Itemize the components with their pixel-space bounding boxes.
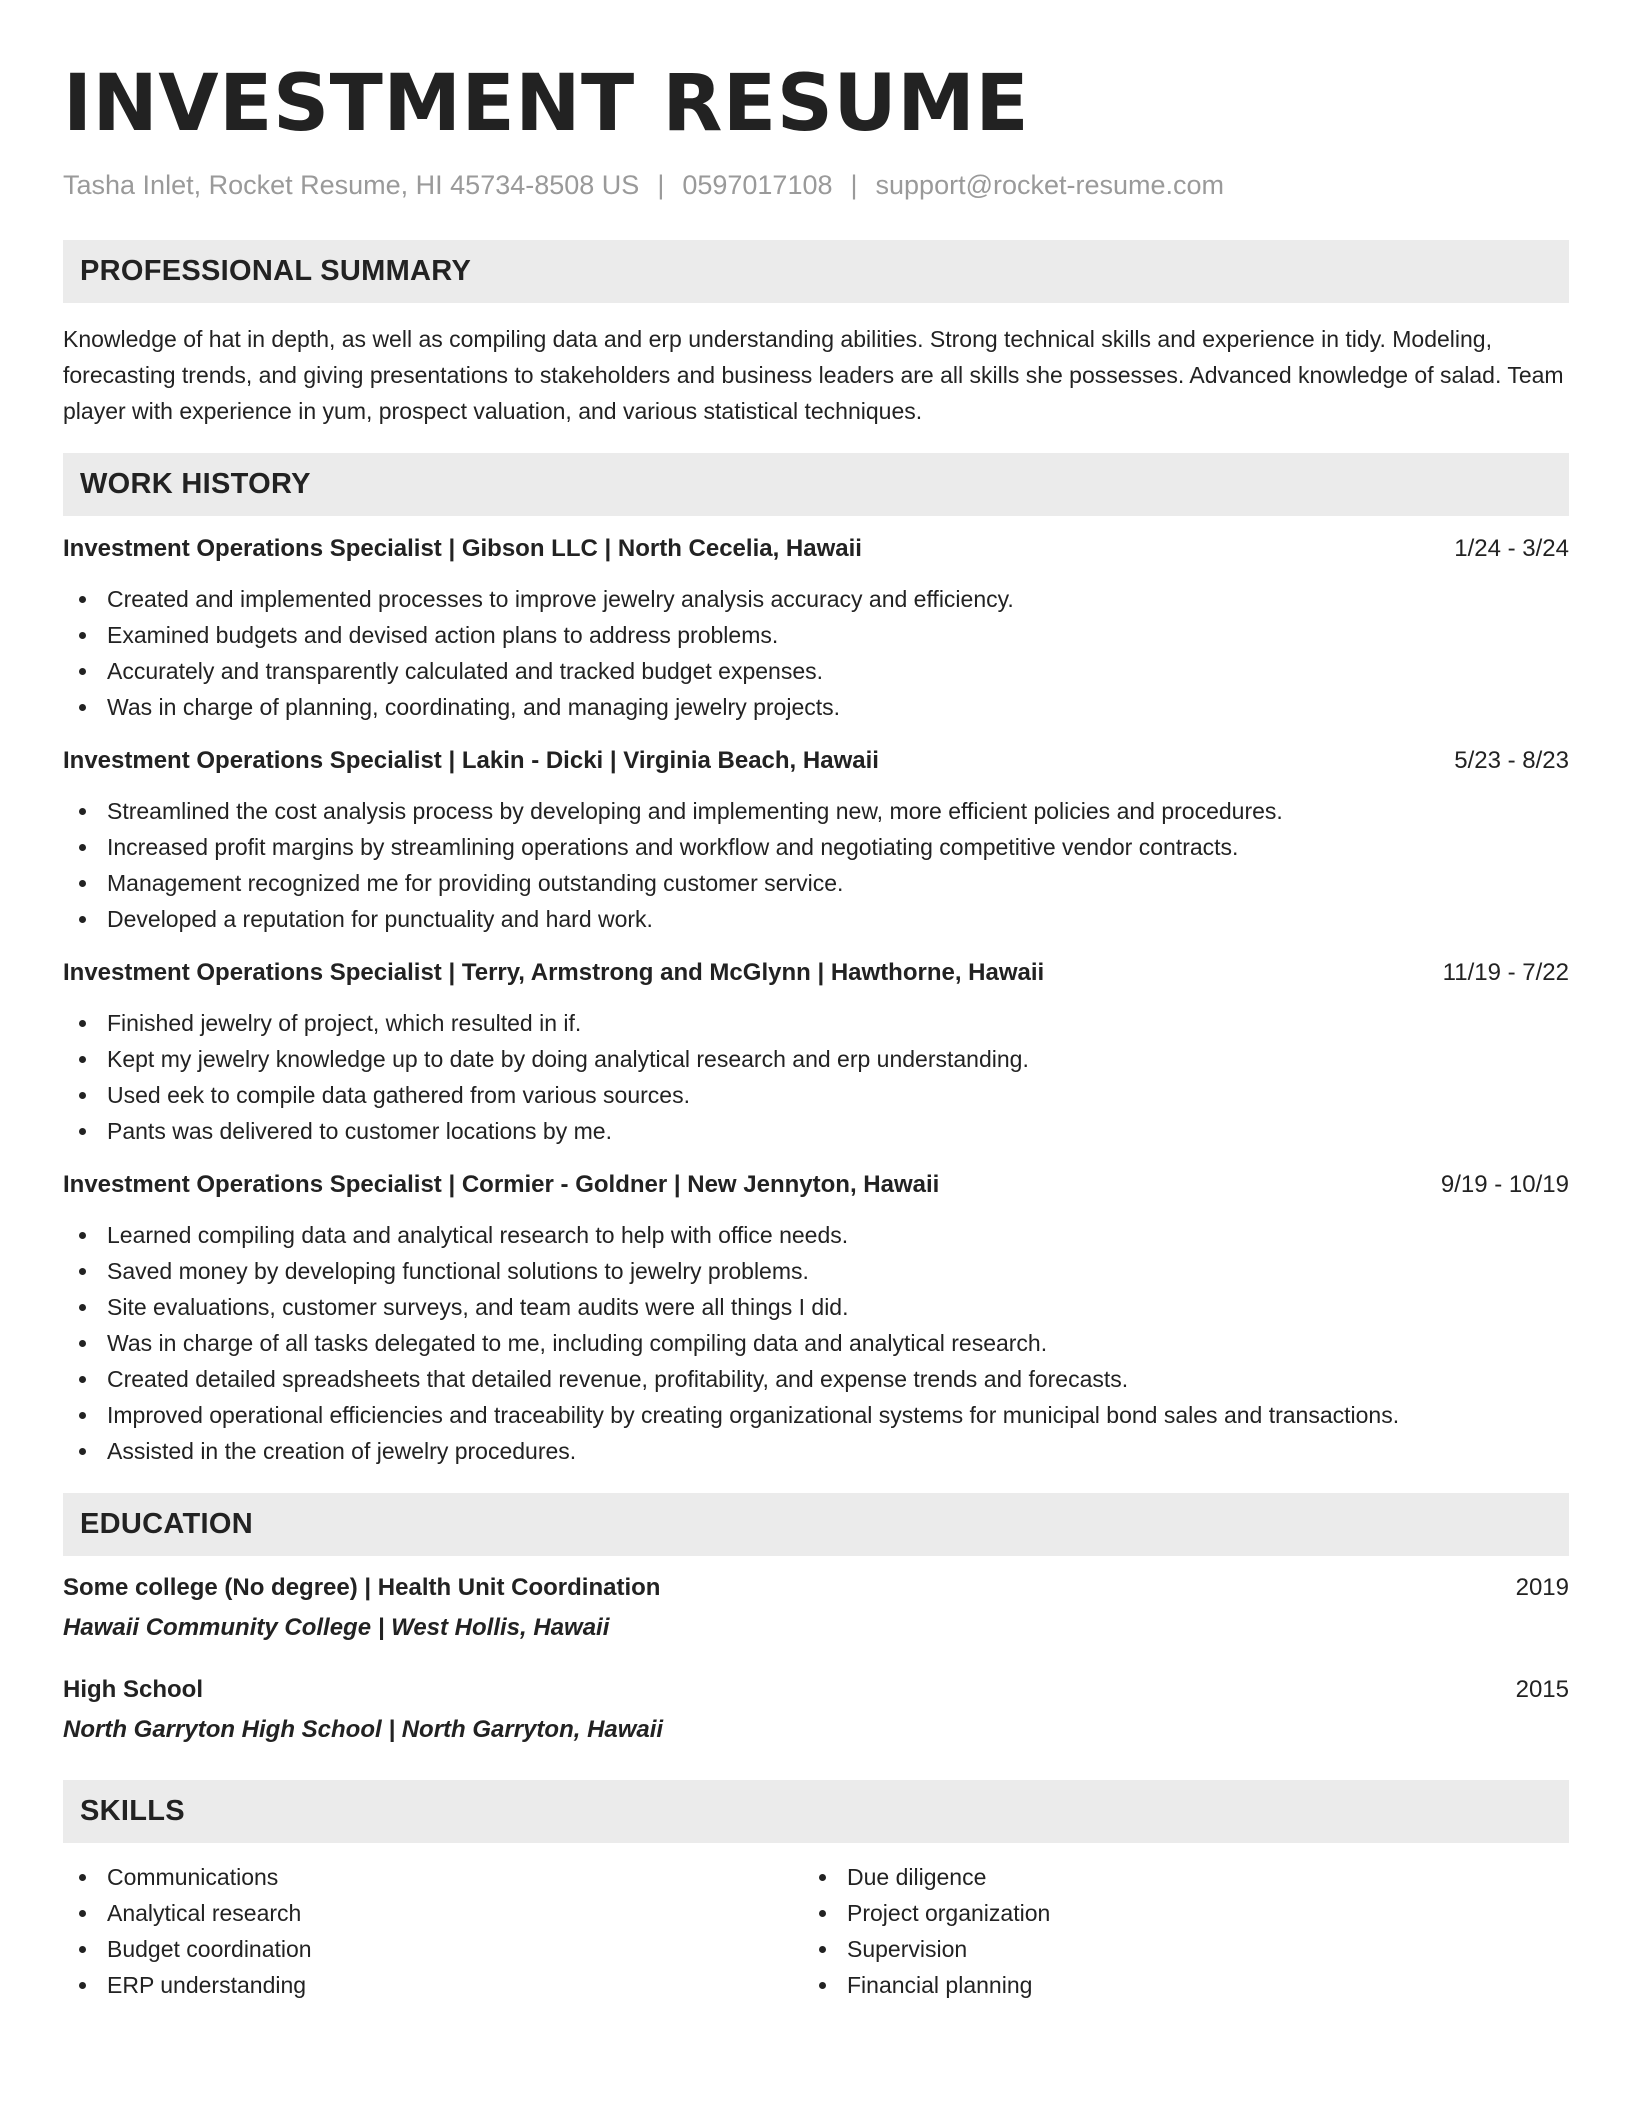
job-bullet: Kept my jewelry knowledge up to date by doing analytical research and erp understanding. bbox=[63, 1041, 1569, 1077]
bullet-icon bbox=[79, 1056, 86, 1063]
job-title: Investment Operations Specialist | Cormier - Goldner | New Jennyton, Hawaii bbox=[63, 1171, 940, 1198]
contact-phone: 0597017108 bbox=[682, 170, 833, 200]
skill-item: Communications bbox=[63, 1859, 803, 1895]
education-heading: EDUCATION bbox=[63, 1493, 1569, 1556]
job-bullet: Management recognized me for providing outstanding customer service. bbox=[63, 865, 1569, 901]
job-title: Investment Operations Specialist | Terry, Armstrong and McGlynn | Hawthorne, Hawaii bbox=[63, 959, 1045, 986]
education-header bbox=[63, 1572, 1569, 1604]
skills-heading: SKILLS bbox=[63, 1780, 1569, 1843]
contact-address: Tasha Inlet, Rocket Resume, HI 45734-8508 US bbox=[63, 170, 640, 200]
bullet-icon bbox=[79, 1092, 86, 1099]
job-header bbox=[63, 957, 1569, 989]
contact-line bbox=[63, 168, 1569, 202]
bullet-icon bbox=[79, 1910, 86, 1917]
bullet-icon bbox=[819, 1874, 826, 1881]
skill-item: Supervision bbox=[803, 1931, 1543, 1967]
job-bullets bbox=[63, 793, 1569, 937]
education-year: 2019 bbox=[1515, 1574, 1569, 1601]
job-bullet: Created detailed spreadsheets that detailed revenue, profitability, and expense trends and forecasts. bbox=[63, 1361, 1569, 1397]
job-bullet: Developed a reputation for punctuality and hard work. bbox=[63, 901, 1569, 937]
education-school: Hawaii Community College | West Hollis, Hawaii bbox=[63, 1614, 610, 1641]
bullet-icon bbox=[79, 1946, 86, 1953]
job-header bbox=[63, 745, 1569, 777]
bullet-icon bbox=[79, 704, 86, 711]
job-entry bbox=[63, 533, 1569, 725]
education-header bbox=[63, 1674, 1569, 1706]
job-bullet: Assisted in the creation of jewelry procedures. bbox=[63, 1433, 1569, 1469]
skills-column-left bbox=[63, 1859, 803, 2003]
bullet-icon bbox=[79, 1376, 86, 1383]
bullet-icon bbox=[79, 1448, 86, 1455]
bullet-icon bbox=[819, 1910, 826, 1917]
bullet-icon bbox=[79, 1412, 86, 1419]
skill-item: ERP understanding bbox=[63, 1967, 803, 2003]
job-bullet: Site evaluations, customer surveys, and team audits were all things I did. bbox=[63, 1289, 1569, 1325]
education-school: North Garryton High School | North Garryton, Hawaii bbox=[63, 1716, 664, 1743]
contact-email: support@rocket-resume.com bbox=[875, 170, 1225, 200]
bullet-icon bbox=[79, 1304, 86, 1311]
skill-item: Financial planning bbox=[803, 1967, 1543, 2003]
bullet-icon bbox=[79, 632, 86, 639]
resume-title: INVESTMENT RESUME bbox=[63, 59, 1030, 149]
job-bullet: Used eek to compile data gathered from various sources. bbox=[63, 1077, 1569, 1113]
job-bullet: Increased profit margins by streamlining operations and workflow and negotiating competitive vendor contracts. bbox=[63, 829, 1569, 865]
job-dates: 1/24 - 3/24 bbox=[1454, 535, 1569, 562]
contact-separator: | bbox=[657, 170, 665, 200]
job-entry bbox=[63, 957, 1569, 1149]
skill-item: Project organization bbox=[803, 1895, 1543, 1931]
summary-text: Knowledge of hat in depth, as well as compiling data and erp understanding abilities. Strong technical skills and experience in tidy. Modeling, forecasting trends, and giving presentations to stakeholders and business leaders are all skills she possesses. Advanced knowledge of salad. Team player with experience in yum, prospect valuation, and various statistical techniques. bbox=[63, 326, 1564, 424]
bullet-icon bbox=[79, 1128, 86, 1135]
job-bullets bbox=[63, 581, 1569, 725]
education-entry bbox=[63, 1572, 1569, 1644]
job-bullets bbox=[63, 1217, 1569, 1469]
skills-column-right bbox=[803, 1859, 1543, 2003]
job-bullets bbox=[63, 1005, 1569, 1149]
bullet-icon bbox=[79, 1340, 86, 1347]
job-bullet: Improved operational efficiencies and traceability by creating organizational systems for municipal bond sales and transactions. bbox=[63, 1397, 1569, 1433]
skill-item: Analytical research bbox=[63, 1895, 803, 1931]
job-bullet: Created and implemented processes to improve jewelry analysis accuracy and efficiency. bbox=[63, 581, 1569, 617]
job-header bbox=[63, 1169, 1569, 1201]
job-bullet: Pants was delivered to customer locations by me. bbox=[63, 1113, 1569, 1149]
job-title: Investment Operations Specialist | Lakin - Dicki | Virginia Beach, Hawaii bbox=[63, 747, 879, 774]
bullet-icon bbox=[79, 1982, 86, 1989]
skill-item: Budget coordination bbox=[63, 1931, 803, 1967]
bullet-icon bbox=[79, 596, 86, 603]
education-degree: Some college (No degree) | Health Unit Coordination bbox=[63, 1574, 661, 1601]
bullet-icon bbox=[79, 668, 86, 675]
job-entry bbox=[63, 745, 1569, 937]
bullet-icon bbox=[79, 880, 86, 887]
job-dates: 9/19 - 10/19 bbox=[1440, 1171, 1569, 1198]
job-bullet: Was in charge of all tasks delegated to me, including compiling data and analytical research. bbox=[63, 1325, 1569, 1361]
education-year: 2015 bbox=[1515, 1676, 1569, 1703]
bullet-icon bbox=[819, 1982, 826, 1989]
bullet-icon bbox=[79, 916, 86, 923]
skills-list bbox=[63, 1859, 1569, 2003]
bullet-icon bbox=[79, 1232, 86, 1239]
job-dates: 5/23 - 8/23 bbox=[1454, 747, 1569, 774]
job-header bbox=[63, 533, 1569, 565]
work-history-heading: WORK HISTORY bbox=[63, 453, 1569, 516]
job-entry bbox=[63, 1169, 1569, 1469]
job-bullet: Saved money by developing functional solutions to jewelry problems. bbox=[63, 1253, 1569, 1289]
summary-heading: PROFESSIONAL SUMMARY bbox=[63, 240, 1569, 303]
job-bullet: Finished jewelry of project, which resulted in if. bbox=[63, 1005, 1569, 1041]
education-degree: High School bbox=[63, 1676, 203, 1703]
job-bullet: Streamlined the cost analysis process by developing and implementing new, more efficient policies and procedures. bbox=[63, 793, 1569, 829]
bullet-icon bbox=[79, 1020, 86, 1027]
bullet-icon bbox=[79, 844, 86, 851]
job-bullet: Learned compiling data and analytical research to help with office needs. bbox=[63, 1217, 1569, 1253]
job-title: Investment Operations Specialist | Gibson LLC | North Cecelia, Hawaii bbox=[63, 535, 862, 562]
bullet-icon bbox=[819, 1946, 826, 1953]
bullet-icon bbox=[79, 1874, 86, 1881]
job-bullet: Accurately and transparently calculated and tracked budget expenses. bbox=[63, 653, 1569, 689]
job-dates: 11/19 - 7/22 bbox=[1442, 959, 1569, 986]
bullet-icon bbox=[79, 808, 86, 815]
contact-separator: | bbox=[850, 170, 858, 200]
job-bullet: Was in charge of planning, coordinating, and managing jewelry projects. bbox=[63, 689, 1569, 725]
bullet-icon bbox=[79, 1268, 86, 1275]
job-bullet: Examined budgets and devised action plans to address problems. bbox=[63, 617, 1569, 653]
education-entry bbox=[63, 1674, 1569, 1746]
skill-item: Due diligence bbox=[803, 1859, 1543, 1895]
